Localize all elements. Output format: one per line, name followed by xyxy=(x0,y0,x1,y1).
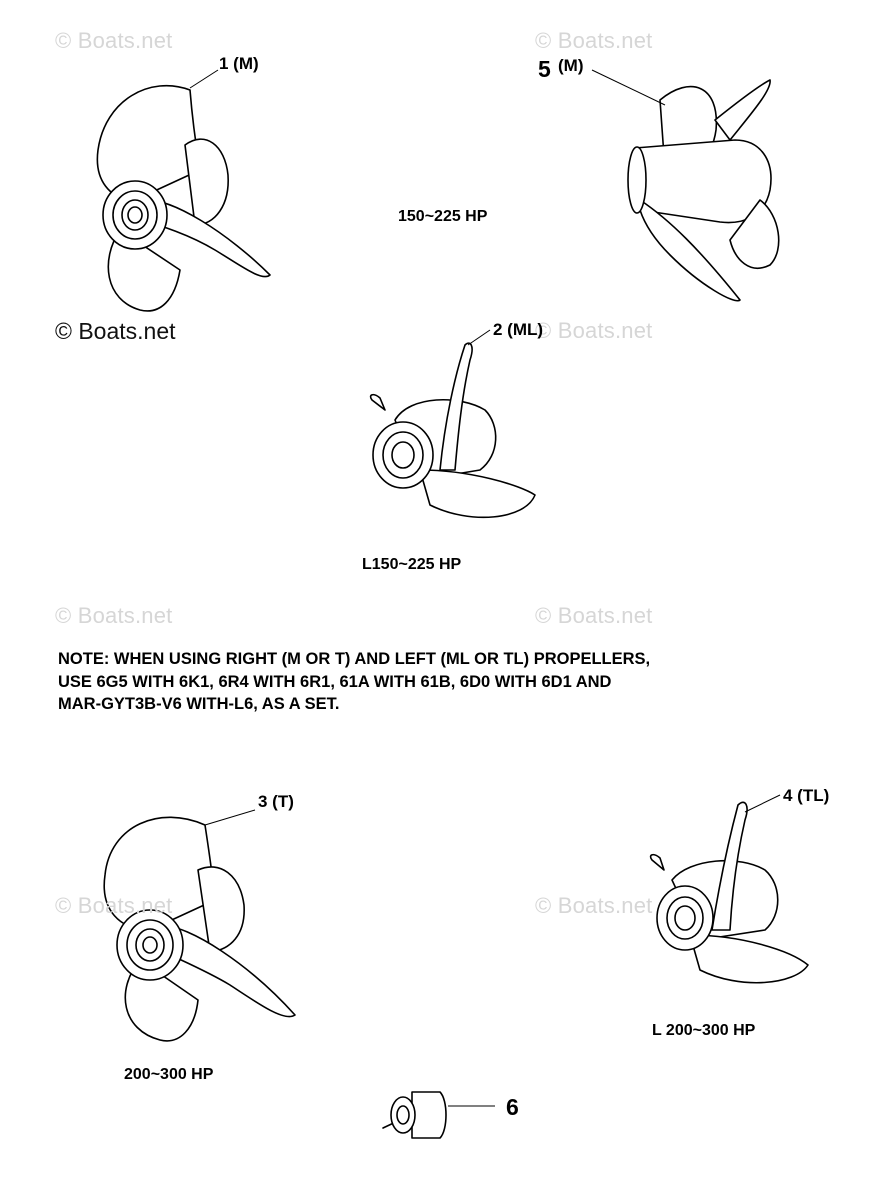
callout-part-5-number: 5 xyxy=(538,56,551,82)
note-line-2: USE 6G5 WITH 6K1, 6R4 WITH 6R1, 61A WITH 61B, 6D0 WITH 6D1 AND xyxy=(58,672,612,691)
callout-part-2: 2 (ML) xyxy=(493,320,544,339)
propeller-set-note xyxy=(58,648,838,716)
range-label-150-225: 150~225 HP xyxy=(398,208,488,225)
callout-part-5-suffix: (M) xyxy=(558,56,584,75)
watermark-low-left: © Boats.net xyxy=(55,893,173,918)
propeller-2-icon xyxy=(371,330,535,517)
spacer-6-icon xyxy=(383,1092,495,1138)
watermark-low-right: © Boats.net xyxy=(535,893,653,918)
range-label-200-300: 200~300 HP xyxy=(124,1066,214,1083)
propeller-4-icon xyxy=(651,795,808,983)
note-line-3: MAR-GYT3B-V6 WITH-L6, AS A SET. xyxy=(58,695,340,713)
callout-part-6: 6 xyxy=(506,1094,519,1120)
watermark-mid-right-2: © Boats.net xyxy=(535,603,653,628)
callout-part-3: 3 (T) xyxy=(258,792,294,811)
watermark-top-left: © Boats.net xyxy=(55,28,173,53)
propeller-5-icon xyxy=(592,70,779,301)
callout-part-1: 1 (M) xyxy=(219,54,259,73)
watermark-prominent: © Boats.net xyxy=(55,318,176,344)
note-line-1: NOTE: WHEN USING RIGHT (M OR T) AND LEFT (ML OR TL) PROPELLERS, xyxy=(58,650,651,668)
propeller-3-icon xyxy=(104,810,295,1041)
watermark-top-right: © Boats.net xyxy=(535,28,653,53)
propeller-1-icon xyxy=(97,70,270,311)
callout-part-4: 4 (TL) xyxy=(783,786,830,805)
range-label-l150-225: L150~225 HP xyxy=(362,556,462,573)
range-label-l200-300: L 200~300 HP xyxy=(652,1022,756,1039)
watermark-mid-right: © Boats.net xyxy=(535,318,653,343)
watermark-mid-left-2: © Boats.net xyxy=(55,603,173,628)
